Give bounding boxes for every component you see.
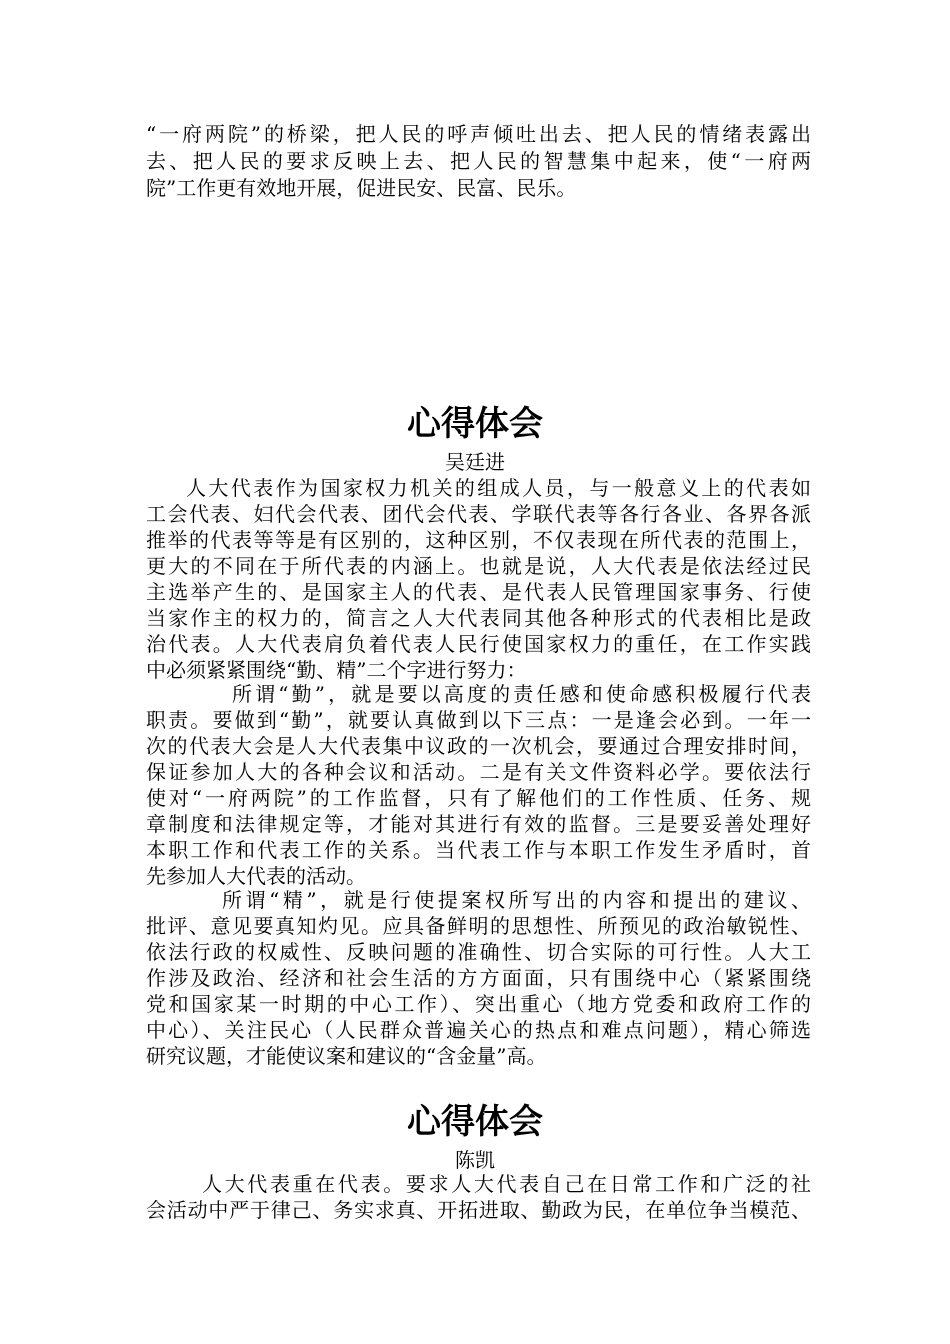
article-author: 吴廷进 (445, 450, 505, 474)
article-author: 陈凯 (455, 1148, 495, 1172)
paragraph-line: 依法行政的权威性、反映问题的准确性、切合实际的可行性。人大工 (146, 940, 811, 964)
paragraph-line: 会活动中严于律己、务实求真、开拓进取、勤政为民，在单位争当模范、 (146, 1198, 811, 1222)
paragraph-line: 使对“一府两院”的工作监督，只有了解他们的工作性质、任务、规 (146, 786, 811, 810)
paragraph-line: 批评、意见要真知灼见。应具备鲜明的思想性、所预见的政治敏锐性、 (146, 914, 811, 938)
paragraph-line: 作涉及政治、经济和社会生活的方方面面，只有围绕中心（紧紧围绕 (146, 966, 811, 990)
paragraph-line: 工会代表、妇代会代表、团代会代表、学联代表等各行各业、各界各派 (146, 502, 811, 526)
paragraph-line: 所谓“勤”，就是要以高度的责任感和使命感积极履行代表 (232, 682, 811, 706)
paragraph-line: 人大代表重在代表。要求人大代表自己在日常工作和广泛的社 (202, 1172, 811, 1196)
paragraph-line: 院”工作更有效地开展，促进民安、民富、民乐。 (146, 176, 577, 200)
paragraph-line: 所谓“精”，就是行使提案权所写出的内容和提出的建议、 (222, 888, 811, 912)
paragraph-line: 先参加人大代表的活动。 (146, 864, 366, 888)
paragraph-line: 推举的代表等等是有区别的，这种区别，不仅表现在所代表的范围上， (146, 528, 811, 552)
paragraph-line: 党和国家某一时期的中心工作）、突出重心（地方党委和政府工作的 (146, 992, 811, 1016)
article-title: 心得体会 (407, 1102, 543, 1142)
paragraph-line: “一府两院”的桥梁，把人民的呼声倾吐出去、把人民的情绪表露出 (146, 122, 811, 146)
paragraph-line: 治代表。人大代表肩负着代表人民行使国家权力的重任，在工作实践 (146, 632, 811, 656)
paragraph-line: 当家作主的权力的，简言之人大代表同其他各种形式的代表相比是政 (146, 606, 811, 630)
paragraph-line: 中必须紧紧围绕“勤、精”二个字进行努力： (146, 658, 527, 682)
paragraph-line: 去、把人民的要求反映上去、把人民的智慧集中起来，使“一府两 (146, 149, 811, 173)
paragraph-line: 本职工作和代表工作的关系。当代表工作与本职工作发生矛盾时，首 (146, 838, 811, 862)
paragraph-line: 研究议题，才能使议案和建议的“含金量”高。 (146, 1044, 547, 1068)
article-title: 心得体会 (407, 404, 543, 444)
paragraph-line: 章制度和法律规定等，才能对其进行有效的监督。三是要妥善处理好 (146, 812, 811, 836)
paragraph-line: 主选举产生的、是国家主人的代表、是代表人民管理国家事务、行使 (146, 580, 811, 604)
paragraph-line: 职责。要做到“勤”，就要认真做到以下三点：一是逢会必到。一年一 (146, 708, 811, 732)
paragraph-line: 人大代表作为国家权力机关的组成人员，与一般意义上的代表如 (186, 476, 811, 500)
paragraph-line: 中心）、关注民心（人民群众普遍关心的热点和难点问题），精心筛选 (146, 1018, 811, 1042)
paragraph-line: 更大的不同在于所代表的内涵上。也就是说，人大代表是依法经过民 (146, 554, 811, 578)
paragraph-line: 次的代表大会是人大代表集中议政的一次机会，要通过合理安排时间， (146, 734, 811, 758)
paragraph-line: 保证参加人大的各种会议和活动。二是有关文件资料必学。要依法行 (146, 760, 811, 784)
